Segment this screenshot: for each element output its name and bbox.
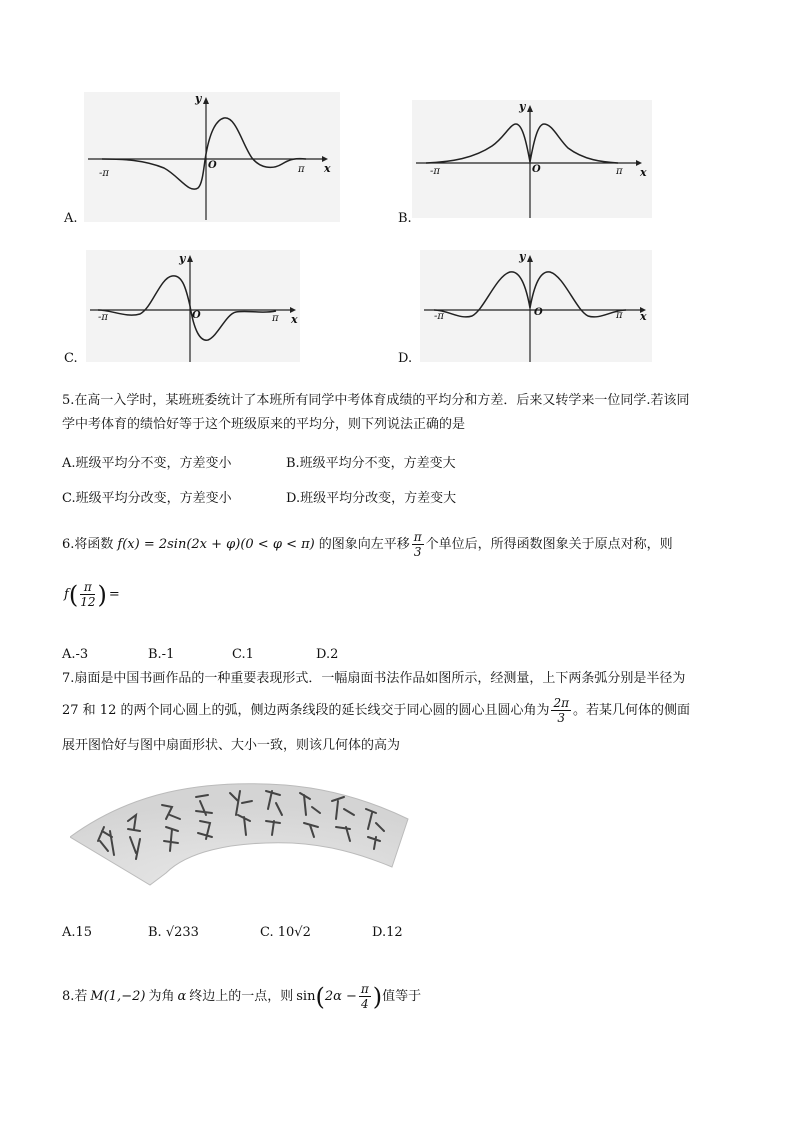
q6-prefix: 6.将函数 [62, 536, 114, 552]
q6-right-paren: ) [97, 580, 107, 609]
q8-expr: 2α − [324, 988, 357, 1004]
neg-pi-label: -π [434, 311, 444, 322]
option-label-c: C. [64, 351, 78, 366]
q6-option-a: A.-3 [62, 647, 89, 662]
graph-b [412, 100, 652, 218]
q8-prefix: 8.若 [62, 988, 88, 1004]
x-axis-label: x [324, 162, 331, 175]
q8-line-1 [62, 982, 421, 1011]
q6-mid: 的图象向左平移 [318, 536, 410, 552]
x-axis-label: x [291, 313, 298, 326]
q7-line-1: 7.扇面是中国书画作品的一种重要表现形式．一幅扇面书法作品如图所示，经测量，上下两条弧分别是半径为 [62, 671, 686, 686]
q7-line-2b: 。若某几何体的侧面 [573, 702, 691, 718]
graph-d [420, 250, 652, 362]
curve-a [102, 118, 306, 189]
q7-angle-num: 2π [553, 696, 570, 710]
curve-b [426, 124, 618, 163]
q8-fraction [359, 982, 371, 1011]
q6-shift-fraction [412, 530, 424, 559]
q6-shift-num: π [413, 530, 422, 544]
q5-line-2: 学中考体育的绩恰好等于这个班级原来的平均分，则下列说法正确的是 [62, 417, 466, 432]
q6-ask-f: f [64, 586, 69, 602]
q5-option-b: B.班级平均分不变，方差变大 [286, 456, 456, 471]
q7-option-c: C. 10√2 [260, 925, 311, 940]
origin-label: O [208, 160, 217, 171]
q7-line-3: 展开图恰好与图中扇面形状、大小一致，则该几何体的高为 [62, 738, 401, 753]
q7-angle-fraction [551, 696, 571, 725]
x-axis-label: x [640, 166, 647, 179]
q6-option-b: B.-1 [148, 647, 175, 662]
q7-angle-den: 3 [557, 711, 566, 725]
q8-sin: sin [296, 988, 316, 1004]
q8-mid2: 终边上的一点，则 [189, 988, 294, 1004]
q6-left-paren: ( [68, 580, 79, 609]
q5-line-1: 5.在高一入学时，某班班委统计了本班所有同学中考体育成绩的平均分和方差．后来又转学来一位同学.若该同 [62, 393, 690, 408]
origin-label: O [532, 164, 541, 175]
q6-option-d: D.2 [316, 647, 339, 662]
neg-pi-label: -π [99, 168, 109, 179]
q8-frac-den: 4 [361, 997, 369, 1011]
fan-calligraphy-image [70, 775, 410, 899]
q7-line-2a: 27 和 12 的两个同心圆上的弧，侧边两条线段的延长线交于同心圆的圆心且圆心角为 [62, 702, 550, 718]
graph-a [84, 92, 340, 222]
q8-point: M(1,−2) [90, 988, 146, 1004]
curve-c [98, 276, 276, 340]
q6-line-2 [64, 580, 120, 609]
x-axis-label: x [640, 310, 647, 323]
q6-ask-fraction [80, 580, 95, 609]
q5-option-d: D.班级平均分改变，方差变大 [286, 491, 457, 506]
q8-suffix: 值等于 [382, 988, 422, 1004]
q6-ask-den: 12 [80, 595, 96, 609]
q8-frac-num: π [360, 982, 369, 996]
option-label-a: A. [64, 211, 78, 226]
origin-label: O [534, 307, 543, 318]
q6-shift-den: 3 [413, 545, 422, 559]
q7-option-b: B. √233 [148, 925, 199, 940]
q7-option-d: D.12 [372, 925, 403, 940]
q6-suffix: 个单位后，所得函数图象关于原点对称，则 [425, 536, 673, 552]
q7-line-2 [62, 696, 690, 725]
origin-label: O [192, 310, 201, 321]
graph-c [86, 250, 300, 362]
q6-ask-eq: = [108, 586, 120, 602]
q6-option-c: C.1 [232, 647, 254, 662]
q5-option-c: C.班级平均分改变，方差变小 [62, 491, 232, 506]
q6-line-1 [62, 530, 673, 559]
y-axis-label: y [519, 250, 526, 263]
neg-pi-label: -π [430, 166, 440, 177]
q8-angle: α [177, 988, 187, 1004]
q8-right-paren: ) [372, 982, 383, 1011]
q5-option-a: A.班级平均分不变，方差变小 [62, 456, 232, 471]
pi-label: π [616, 166, 623, 177]
y-axis-label: y [195, 92, 202, 105]
y-axis-label: y [179, 252, 186, 265]
option-label-d: D. [398, 351, 413, 366]
y-axis-label: y [519, 100, 526, 113]
q8-left-paren: ( [315, 982, 325, 1011]
pi-label: π [616, 310, 623, 321]
q6-ask-num: π [80, 580, 95, 595]
q7-option-a: A.15 [62, 925, 93, 940]
pi-label: π [272, 313, 279, 324]
q6-function: f(x) = 2sin(2x + φ)(0 < φ < π) [117, 536, 315, 552]
pi-label: π [298, 164, 305, 175]
option-label-b: B. [398, 211, 412, 226]
neg-pi-label: -π [98, 312, 108, 323]
q8-mid: 为角 [148, 988, 175, 1004]
